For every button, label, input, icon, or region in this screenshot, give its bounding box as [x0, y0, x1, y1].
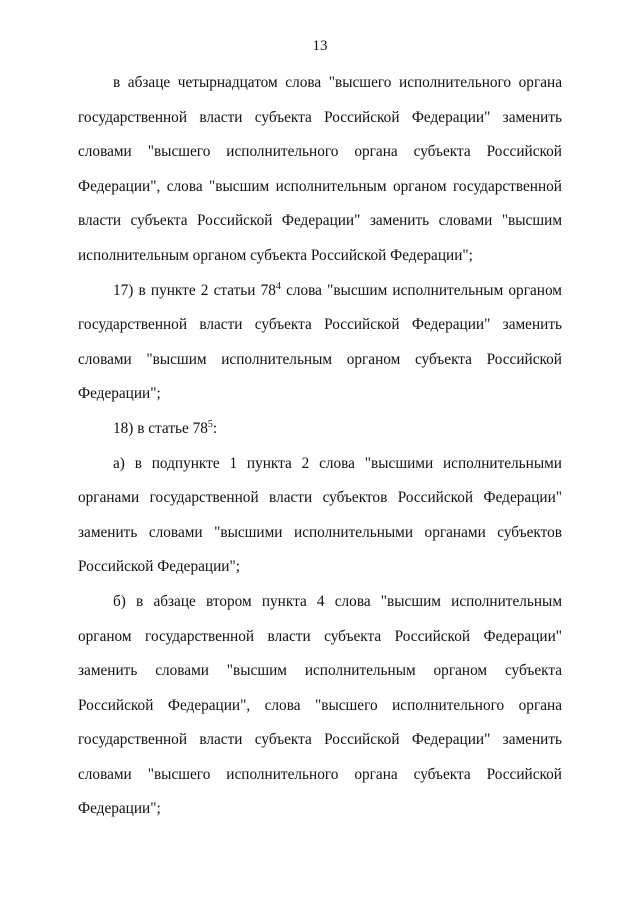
- paragraph-item-17: [78, 274, 562, 412]
- paragraph-subitem-b: б) в абзаце втором пункта 4 слова "высшим исполнительным органом государственной власти субъекта Российской Федерации" заменить словами "высшим исполнительным органом субъекта Российской Федерации", слова "высшего исполнительного органа государственной власти субъекта Российской Федерации" заменить словами "высшего исполнительного органа субъекта Российской Федерации";: [78, 592, 562, 818]
- paragraph-item-18-lead: 18) в статье 78: [113, 419, 208, 437]
- document-body: [78, 66, 562, 827]
- paragraph-item-18: [78, 412, 562, 447]
- page-number: 13: [312, 38, 328, 54]
- superscript-index: 5: [207, 418, 213, 430]
- paragraph-item-18-rest: :: [212, 419, 218, 437]
- paragraph-abzats-14: в абзаце четырнадцатом слова "высшего исполнительного органа государственной власти субъекта Российской Федерации" заменить словами "высшего исполнительного органа субъекта Российской Федерации", слова "высшим исполнительным органом государственной власти субъекта Российской Федерации" заменить словами "высшим исполнительным органом субъекта Российской Федерации";: [78, 74, 562, 264]
- paragraph-subitem-a: а) в подпункте 1 пункта 2 слова "высшими исполнительными органами государственной власти субъектов Российской Федерации" заменить словами "высшими исполнительными органами субъектов Российской Федерации";: [78, 454, 562, 576]
- superscript-index: 4: [275, 280, 281, 292]
- paragraph-item-17-rest: слова "высшим исполнительным органом государственной власти субъекта Российской Федерации" заменить словами "высшим исполнительным органом субъекта Российской Федерации";: [78, 281, 562, 403]
- paragraph-item-17-lead: 17) в пункте 2 статьи 78: [113, 281, 276, 299]
